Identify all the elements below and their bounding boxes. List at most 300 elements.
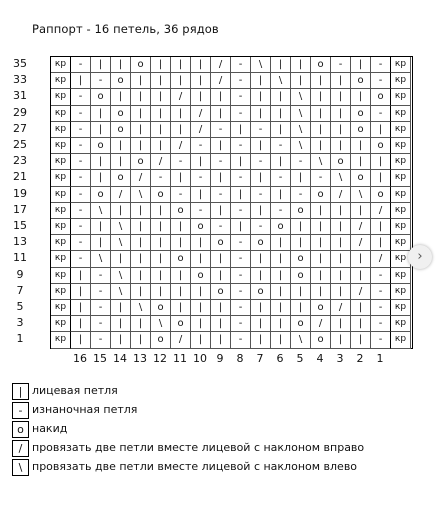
stitch-cell: о [291,251,311,267]
stitch-cell: | [211,316,231,332]
edge-stitch-cell: кр [391,187,411,203]
stitch-cell: | [271,187,291,203]
stitch-cell: - [291,154,311,170]
stitch-cell: о [151,332,171,348]
stitch-cell: | [291,219,311,235]
next-image-arrow[interactable]: › [408,245,432,269]
stitch-cell: | [111,89,131,105]
stitch-cell: | [151,57,171,73]
stitch-cell: | [331,89,351,105]
edge-stitch-cell: кр [51,284,71,300]
stitch-cell: | [311,251,331,267]
stitch-cell: | [271,122,291,138]
stitch-cell: \ [131,187,151,203]
stitch-cell: - [151,170,171,186]
stitch-cell: | [351,89,371,105]
edge-stitch-cell: кр [391,138,411,154]
stitch-cell: | [231,187,251,203]
stitch-cell: о [291,203,311,219]
stitch-cell: | [151,235,171,251]
stitch-cell: | [331,316,351,332]
stitch-cell: | [331,332,351,348]
row-number-label: 7 [16,283,24,297]
stitch-cell: - [231,73,251,89]
stitch-cell: | [351,300,371,316]
stitch-cell: | [71,73,91,89]
stitch-cell: \ [251,57,271,73]
stitch-cell: | [111,138,131,154]
stitch-cell: - [71,170,91,186]
stitch-cell: | [271,89,291,105]
stitch-cell: | [151,89,171,105]
stitch-cell: - [251,219,271,235]
stitch-cell: | [191,251,211,267]
stitch-cell: - [71,219,91,235]
stitch-cell: | [331,73,351,89]
edge-stitch-cell: кр [391,203,411,219]
column-number-label: 4 [316,352,324,365]
stitch-cell: \ [91,203,111,219]
edge-stitch-cell: кр [51,73,71,89]
column-number-label: 7 [256,352,264,365]
stitch-cell: - [71,235,91,251]
stitch-cell: - [371,284,391,300]
edge-stitch-cell: кр [51,154,71,170]
stitch-cell: | [111,57,131,73]
stitch-cell: | [191,187,211,203]
stitch-cell: | [251,106,271,122]
stitch-cell: | [311,284,331,300]
legend-text: изнаночная петля [32,403,138,416]
column-number-label: 12 [153,352,167,365]
stitch-cell: | [271,154,291,170]
stitch-cell: | [71,316,91,332]
edge-stitch-cell: кр [391,316,411,332]
stitch-cell: - [231,138,251,154]
stitch-cell: - [231,251,251,267]
stitch-cell: - [231,332,251,348]
stitch-cell: - [71,251,91,267]
stitch-cell: | [211,89,231,105]
row-number-label: 23 [13,154,27,168]
stitch-cell: - [371,316,391,332]
edge-stitch-cell: кр [51,316,71,332]
stitch-cell: | [111,251,131,267]
stitch-cell: о [311,187,331,203]
stitch-cell: - [191,170,211,186]
stitch-cell: | [91,219,111,235]
stitch-cell: о [371,89,391,105]
stitch-cell: | [351,138,371,154]
stitch-cell: | [251,300,271,316]
stitch-cell: | [251,316,271,332]
stitch-cell: | [251,251,271,267]
stitch-cell: | [331,122,351,138]
stitch-cell: - [91,284,111,300]
stitch-cell: | [131,122,151,138]
stitch-cell: - [91,332,111,348]
stitch-cell: | [351,332,371,348]
stitch-cell: \ [91,251,111,267]
stitch-cell: - [71,187,91,203]
stitch-cell: | [311,268,331,284]
stitch-cell: | [351,203,371,219]
edge-stitch-cell: кр [391,284,411,300]
edge-stitch-cell: кр [51,251,71,267]
stitch-cell: о [291,316,311,332]
stitch-cell: / [331,187,351,203]
column-number-label: 9 [216,352,224,365]
stitch-cell: | [231,154,251,170]
row-number-label: 21 [13,170,27,184]
stitch-cell: о [131,154,151,170]
stitch-cell: о [91,187,111,203]
stitch-cell: | [291,284,311,300]
stitch-cell: | [271,284,291,300]
stitch-cell: - [211,122,231,138]
stitch-cell: | [131,332,151,348]
stitch-cell: - [251,187,271,203]
legend-symbol: - [12,402,29,419]
stitch-cell: | [191,57,211,73]
stitch-cell: | [211,300,231,316]
stitch-cell: / [371,203,391,219]
edge-stitch-cell: кр [51,138,71,154]
stitch-cell: / [191,106,211,122]
stitch-cell: | [291,57,311,73]
stitch-cell: | [211,170,231,186]
stitch-cell: | [91,106,111,122]
stitch-cell: | [251,170,271,186]
edge-stitch-cell: кр [391,235,411,251]
edge-stitch-cell: кр [51,300,71,316]
row-number-label: 25 [13,138,27,151]
stitch-cell: | [331,284,351,300]
stitch-cell: / [191,122,211,138]
stitch-cell: - [171,154,191,170]
stitch-cell: | [171,73,191,89]
stitch-cell: - [71,138,91,154]
stitch-cell: - [231,300,251,316]
legend-text: лицевая петля [32,384,118,397]
stitch-cell: о [191,268,211,284]
stitch-cell: | [271,106,291,122]
stitch-cell: / [211,73,231,89]
stitch-cell: - [211,154,231,170]
stitch-cell: о [371,138,391,154]
edge-stitch-cell: кр [391,170,411,186]
stitch-cell: - [71,57,91,73]
stitch-cell: | [131,316,151,332]
stitch-cell: \ [111,284,131,300]
stitch-cell: \ [111,219,131,235]
column-number-label: 3 [336,352,344,365]
edge-stitch-cell: кр [51,122,71,138]
stitch-cell: | [131,106,151,122]
stitch-cell: - [311,170,331,186]
stitch-cell: | [311,106,331,122]
stitch-cell: - [231,284,251,300]
stitch-cell: / [311,316,331,332]
stitch-cell: \ [351,187,371,203]
stitch-cell: | [211,138,231,154]
column-number-label: 10 [193,352,207,365]
stitch-cell: - [71,154,91,170]
stitch-cell: о [111,106,131,122]
stitch-cell: о [351,122,371,138]
stitch-cell: | [151,122,171,138]
row-number-label: 31 [13,89,27,103]
stitch-cell: | [351,268,371,284]
stitch-cell: о [111,73,131,89]
stitch-cell: о [291,268,311,284]
stitch-cell: - [231,268,251,284]
stitch-cell: | [111,316,131,332]
stitch-cell: \ [271,73,291,89]
stitch-cell: - [91,73,111,89]
edge-stitch-cell: кр [51,268,71,284]
stitch-cell: - [71,203,91,219]
stitch-cell: | [311,138,331,154]
stitch-cell: | [91,154,111,170]
stitch-cell: - [71,122,91,138]
stitch-cell: - [231,57,251,73]
stitch-cell: - [171,187,191,203]
stitch-cell: | [131,73,151,89]
stitch-cell: о [311,57,331,73]
stitch-cell: | [331,268,351,284]
stitch-cell: - [271,170,291,186]
edge-stitch-cell: кр [391,251,411,267]
stitch-cell: | [151,138,171,154]
stitch-cell: - [231,203,251,219]
edge-stitch-cell: кр [391,154,411,170]
stitch-cell: / [131,170,151,186]
stitch-cell: - [231,235,251,251]
edge-stitch-cell: кр [51,89,71,105]
stitch-cell: - [291,187,311,203]
stitch-cell: | [171,268,191,284]
stitch-cell: - [251,154,271,170]
stitch-cell: | [171,219,191,235]
stitch-cell: о [331,154,351,170]
column-number-label: 15 [93,352,107,365]
stitch-cell: - [371,268,391,284]
legend-symbol: | [12,383,29,400]
stitch-cell: | [171,170,191,186]
stitch-cell: - [231,170,251,186]
row-number-label: 15 [13,219,27,232]
knitting-chart-grid [50,56,413,349]
stitch-cell: | [191,300,211,316]
row-number-label: 35 [13,57,27,70]
stitch-cell: \ [131,300,151,316]
stitch-cell: | [271,268,291,284]
row-number-label: 13 [13,235,27,249]
stitch-cell: | [151,203,171,219]
stitch-cell: | [371,154,391,170]
row-number-label: 29 [13,105,27,119]
stitch-cell: | [311,73,331,89]
stitch-cell: | [131,89,151,105]
stitch-cell: | [231,219,251,235]
stitch-cell: | [291,235,311,251]
stitch-cell: о [371,187,391,203]
column-number-label: 1 [376,352,384,365]
stitch-cell: | [211,203,231,219]
stitch-cell: | [151,219,171,235]
stitch-cell: | [191,235,211,251]
stitch-cell: о [351,106,371,122]
column-number-label: 2 [356,352,364,365]
stitch-cell: о [311,300,331,316]
stitch-cell: \ [291,138,311,154]
stitch-cell: о [311,332,331,348]
stitch-cell: \ [331,170,351,186]
stitch-cell: - [231,89,251,105]
row-number-label: 11 [13,251,27,265]
stitch-cell: / [211,57,231,73]
stitch-cell: | [131,268,151,284]
stitch-cell: | [131,219,151,235]
stitch-cell: \ [291,106,311,122]
stitch-cell: | [271,332,291,348]
column-number-label: 13 [133,352,147,365]
edge-stitch-cell: кр [391,73,411,89]
row-number-label: 3 [16,316,24,330]
edge-stitch-cell: кр [51,106,71,122]
stitch-cell: | [251,138,271,154]
stitch-cell: | [151,73,171,89]
stitch-cell: | [171,122,191,138]
legend-symbol: \ [12,459,29,476]
stitch-cell: \ [111,235,131,251]
stitch-cell: | [311,203,331,219]
column-number-label: 14 [113,352,127,365]
stitch-cell: - [371,332,391,348]
stitch-cell: | [271,235,291,251]
stitch-cell: | [351,57,371,73]
stitch-cell: | [291,300,311,316]
stitch-cell: \ [311,154,331,170]
stitch-cell: о [351,73,371,89]
column-number-label: 6 [276,352,284,365]
stitch-cell: - [211,219,231,235]
stitch-cell: | [91,170,111,186]
stitch-cell: | [291,170,311,186]
stitch-cell: | [251,203,271,219]
stitch-cell: о [91,138,111,154]
stitch-cell: \ [291,122,311,138]
column-number-label: 11 [173,352,187,365]
edge-stitch-cell: кр [51,235,71,251]
stitch-cell: | [331,219,351,235]
stitch-cell: о [171,316,191,332]
stitch-cell: | [231,122,251,138]
stitch-cell: / [171,332,191,348]
stitch-cell: | [371,219,391,235]
stitch-cell: | [151,284,171,300]
stitch-cell: | [371,170,391,186]
stitch-cell: | [351,154,371,170]
stitch-cell: | [331,106,351,122]
stitch-cell: | [71,300,91,316]
stitch-cell: | [71,284,91,300]
stitch-cell: / [351,284,371,300]
stitch-cell: | [251,268,271,284]
edge-stitch-cell: кр [391,332,411,348]
stitch-cell: о [211,235,231,251]
stitch-cell: - [91,300,111,316]
row-number-label: 19 [13,186,27,200]
stitch-cell: | [331,251,351,267]
stitch-cell: - [91,268,111,284]
row-number-label: 27 [13,121,27,135]
stitch-cell: / [351,235,371,251]
edge-stitch-cell: кр [391,57,411,73]
stitch-cell: - [191,203,211,219]
stitch-cell: - [371,73,391,89]
stitch-cell: | [211,251,231,267]
legend-symbol: / [12,440,29,457]
stitch-cell: | [171,57,191,73]
legend-symbol: о [12,421,29,438]
stitch-cell: | [331,235,351,251]
stitch-cell: \ [151,316,171,332]
stitch-cell: | [131,203,151,219]
stitch-cell: | [151,268,171,284]
stitch-cell: - [211,187,231,203]
stitch-cell: \ [111,268,131,284]
stitch-cell: | [91,122,111,138]
stitch-cell: - [371,300,391,316]
stitch-cell: / [171,138,191,154]
stitch-cell: | [271,300,291,316]
stitch-cell: о [91,89,111,105]
stitch-cell: | [191,284,211,300]
stitch-cell: | [111,332,131,348]
legend-text: накид [32,422,68,435]
stitch-cell: о [251,235,271,251]
stitch-cell: / [111,187,131,203]
stitch-cell: / [351,219,371,235]
stitch-cell: | [251,73,271,89]
column-number-label: 16 [73,352,87,365]
stitch-cell: | [111,203,131,219]
stitch-cell: / [331,300,351,316]
stitch-cell: о [171,251,191,267]
edge-stitch-cell: кр [51,332,71,348]
stitch-cell: | [131,284,151,300]
stitch-cell: - [231,106,251,122]
stitch-cell: | [131,235,151,251]
stitch-cell: о [191,219,211,235]
stitch-cell: | [271,251,291,267]
chart-title: Раппорт - 16 петель, 36 рядов [32,22,219,36]
stitch-cell: / [371,251,391,267]
stitch-cell: - [271,138,291,154]
stitch-cell: - [251,122,271,138]
stitch-cell: | [251,332,271,348]
stitch-cell: | [211,332,231,348]
stitch-cell: - [71,106,91,122]
row-number-label: 9 [16,267,24,281]
stitch-cell: о [251,284,271,300]
stitch-cell: | [311,122,331,138]
stitch-cell: - [371,57,391,73]
stitch-cell: | [91,57,111,73]
stitch-cell: | [311,89,331,105]
